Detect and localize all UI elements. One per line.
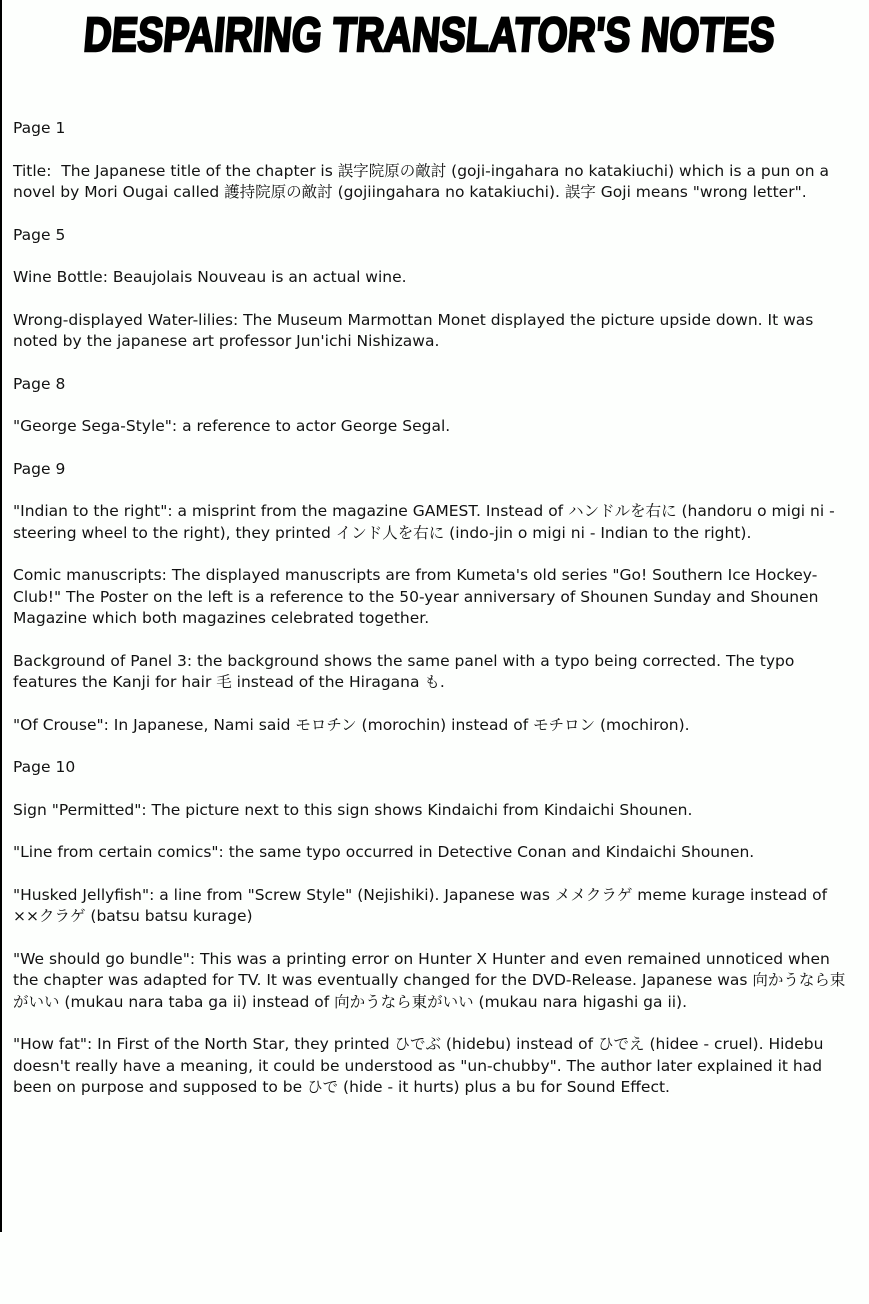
note-paragraph: "Of Crouse": In Japanese, Nami said モロチン (morochin) instead of モチロン (mochiron). <box>13 715 690 734</box>
page-heading: Page 5 <box>13 225 66 244</box>
note-paragraph: "How fat": In First of the North Star, they printed ひでぶ (hidebu) instead of ひでえ (hidee - cruel). Hidebu doesn't really have a meaning, it could be understood as "un-chubby". The author later explained it had been on purpose and supposed to be ひで (hide - it hurts) plus a bu for Sound Effect. <box>13 1035 829 1096</box>
note-paragraph: "Line from certain comics": the same typo occurred in Detective Conan and Kindaichi Shounen. <box>13 843 755 861</box>
note-paragraph: Comic manuscripts: The displayed manuscripts are from Kumeta's old series "Go! Southern Ice Hockey-Club!" The Poster on the left is a reference to the 50-year anniversary of Shounen Sunday and Shounen Magazine which both magazines celebrated together. <box>13 566 824 627</box>
page-heading: Page 10 <box>13 758 76 776</box>
note-paragraph: "We should go bundle": This was a printing error on Hunter X Hunter and even remained unnoticed when the chapter was adapted for TV. It was eventually changed for the DVD-Release. Japanese was 向かうなら束がいい (mukau nara taba ga ii) instead of 向かうなら東がいい (mukau nara higashi ga ii). <box>13 949 846 1011</box>
note-paragraph: Title: The Japanese title of the chapter is 誤字院原の敵討 (goji-ingahara no katakiuchi) which is a pun on a novel by Mori Ougai called 護持院原の敵討 (gojiingahara no katakiuchi). 誤字 Goji means "wrong letter". <box>13 161 834 201</box>
note-paragraph: "George Sega-Style": a reference to actor George Segal. <box>13 417 451 435</box>
note-paragraph: Background of Panel 3: the background shows the same panel with a typo being corrected. The typo features the Kanji for hair 毛 instead of the Hiragana も. <box>13 651 800 691</box>
note-paragraph: "Indian to the right": a misprint from the magazine GAMEST. Instead of ハンドルを右に (handoru o migi ni - steering wheel to the right), they printed インド人を右に (indo-jin o migi ni - Indian to the right). <box>13 502 840 542</box>
notes-body <box>13 118 851 1099</box>
title-row <box>13 6 851 62</box>
note-paragraph: Wrong-displayed Water-lilies: The Museum Marmottan Monet displayed the picture upside down. It was noted by the japanese art professor Jun'ichi Nishizawa. <box>13 310 819 350</box>
note-paragraph: "Husked Jellyfish": a line from "Screw Style" (Nejishiki). Japanese was メメクラゲ meme kurage instead of ××クラゲ (batsu batsu kurage) <box>13 885 832 925</box>
page-heading: Page 1 <box>13 119 66 137</box>
note-paragraph: Sign "Permitted": The picture next to this sign shows Kindaichi from Kindaichi Shounen. <box>13 800 693 819</box>
page-title: DESPAIRING TRANSLATOR'S NOTES <box>81 8 778 63</box>
note-paragraph: Wine Bottle: Beaujolais Nouveau is an actual wine. <box>13 268 407 286</box>
page-heading: Page 8 <box>13 374 66 393</box>
page-heading: Page 9 <box>13 459 66 478</box>
